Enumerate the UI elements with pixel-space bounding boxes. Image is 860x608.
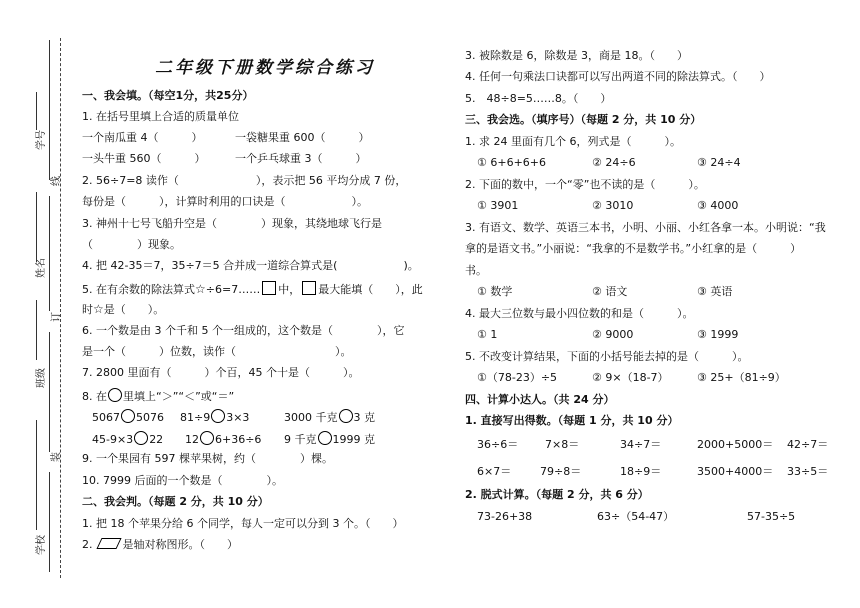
- q3-4-option-3: ③ 1999: [697, 328, 739, 341]
- label-banji: 班级: [36, 368, 47, 388]
- calc-item: 34÷7＝: [620, 438, 662, 451]
- compare-circle-icon[interactable]: [211, 409, 225, 423]
- q1-7: 7. 2800 里面有（ ）个百，45 个十是（ ）。: [82, 366, 360, 379]
- q3-2-option-3: ③ 4000: [697, 199, 739, 212]
- q1-10: 10. 7999 后面的一个数是（ ）。: [82, 474, 283, 487]
- q1-1b: 一袋糖果重 600（ ）: [235, 131, 370, 144]
- q3-1-option-3: ③ 24÷4: [697, 156, 741, 169]
- q1-1a: 一个南瓜重 4（ ）: [82, 131, 203, 144]
- label-ding: 订: [51, 312, 62, 322]
- q3-5-option-1: ①（78-23）÷5: [477, 371, 558, 384]
- compare-circle-icon[interactable]: [200, 431, 214, 445]
- compare-4: [92, 431, 163, 447]
- binding-line-2: [49, 196, 50, 311]
- step-calc-1: 73-26+38: [477, 510, 533, 523]
- blank-line-xuexiao: [36, 420, 37, 530]
- square-box-icon: [262, 281, 276, 295]
- step-calc-2: 63÷（54-47）: [597, 510, 675, 523]
- binding-line-3: [49, 332, 50, 452]
- compare-3-right: 3 克: [353, 411, 375, 424]
- q1-3-line2: （ ）现象。: [82, 238, 181, 251]
- q3-3-line1: 3. 有语文、数学、英语三本书，小明、小丽、小红各拿一本。小明说：“我: [465, 221, 826, 234]
- q3-2-option-1: ① 3901: [477, 199, 519, 212]
- section-3-heading: 三、我会选。（填序号）（每题 2 分，共 10 分）: [465, 113, 702, 126]
- q2-1: 1. 把 18 个苹果分给 6 个同学，每人一定可以分到 3 个。（ ）: [82, 517, 404, 530]
- compare-2: [180, 409, 249, 425]
- q1-6-line1: 6. 一个数是由 3 个千和 5 个一组成的，这个数是（ ），它: [82, 324, 405, 337]
- binding-line-1: [49, 40, 50, 180]
- q1-2-line2: 每份是（ ），计算时利用的口诀是（ ）。: [82, 195, 368, 208]
- q1-5-text-a: 5. 在有余数的除法算式: [82, 283, 195, 296]
- q3-5-option-3: ③ 25+（81÷9）: [697, 371, 786, 384]
- compare-3: [284, 409, 375, 425]
- compare-2-right: 3×3: [226, 411, 250, 424]
- q3-2: 2. 下面的数中，一个“零”也不读的是（ ）。: [465, 178, 705, 191]
- q1-1-text: 1. 在括号里填上合适的质量单位: [82, 110, 239, 123]
- calc-item: 3500+4000＝: [697, 465, 774, 478]
- calc-item: 7×8＝: [545, 438, 580, 451]
- q3-3-option-3: ③ 英语: [697, 285, 733, 298]
- q3-3-line2: 拿的是语文书。”小丽说：“我拿的不是数学书。”小红拿的是（ ）: [465, 242, 802, 255]
- q1-5-line1: [82, 281, 423, 297]
- q3-4-option-2: ② 9000: [592, 328, 634, 341]
- compare-1: [92, 409, 164, 425]
- q2-2-text: 是轴对称图形。（ ）: [122, 538, 238, 551]
- q3-4: 4. 最大三位数与最小四位数的和是（ ）。: [465, 307, 694, 320]
- calc-item: 2000+5000＝: [697, 438, 774, 451]
- q3-1-option-2: ② 24÷6: [592, 156, 636, 169]
- section-2-heading: 二、我会判。（每题 2 分，共 10 分）: [82, 495, 269, 508]
- q1-3-line1: 3. 神州十七号飞船升空是（ ）现象，其绕地球飞行是: [82, 217, 382, 230]
- calc-item: 18÷9＝: [620, 465, 662, 478]
- q2-2: [82, 538, 238, 552]
- q1-9: 9. 一个果园有 597 棵苹果树，约（ ）棵。: [82, 452, 333, 465]
- parallelogram-icon: [96, 538, 121, 549]
- step-calc-3: 57-35÷5: [747, 510, 796, 523]
- compare-circle-icon[interactable]: [121, 409, 135, 423]
- compare-6: [284, 431, 375, 447]
- label-xian: 线: [51, 176, 62, 186]
- calc-item: 36÷6＝: [477, 438, 519, 451]
- q1-2-line1: 2. 56÷7=8 读作（ ），表示把 56 平均分成 7 份，: [82, 174, 407, 187]
- q1-5-text-d: 最大能填（ ），此: [318, 283, 423, 296]
- blank-line-banji: [36, 300, 37, 360]
- section-4-heading: 四、计算小达人。（共 24 分）: [465, 393, 615, 406]
- q1-5-text-b: ÷6=7……: [205, 283, 261, 296]
- label-xuexiao: 学校: [36, 535, 47, 555]
- compare-4-right: 22: [149, 433, 164, 446]
- q1-5-text-e: 时: [82, 303, 93, 316]
- q1-8: [82, 388, 234, 404]
- binding-line-4: [49, 472, 50, 572]
- square-box-icon: [302, 281, 316, 295]
- q1-5-text-f: 是（ ）。: [103, 303, 165, 316]
- q1-5-line2: [82, 302, 164, 317]
- q3-1-option-1: ① 6+6+6+6: [477, 156, 547, 169]
- circle-icon: [108, 388, 122, 402]
- label-xuehao: 学号: [36, 130, 47, 150]
- q3-1: 1. 求 24 里面有几个 6，列式是（ ）。: [465, 135, 681, 148]
- star-icon: ☆: [195, 282, 206, 296]
- q2-4: 4. 任何一句乘法口诀都可以写出两道不同的除法算式。（ ）: [465, 70, 771, 83]
- q1-8-text-b: 里填上“＞”“＜”或“＝”: [123, 390, 235, 403]
- blank-line-xingming: [36, 192, 37, 262]
- q1-5-text-c: 中，: [278, 283, 301, 296]
- q1-8-text-a: 8. 在: [82, 390, 107, 403]
- compare-1-right: 5076: [136, 411, 164, 424]
- blank-line-xuehao: [36, 92, 37, 130]
- q3-2-option-2: ② 3010: [592, 199, 634, 212]
- section-1-heading: 一、我会填。（每空1分，共25分）: [82, 89, 254, 102]
- star-icon: ☆: [93, 302, 104, 316]
- q4-2-heading: 2. 脱式计算。（每题 2 分，共 6 分）: [465, 488, 649, 501]
- label-zhuang: 装: [51, 452, 62, 462]
- calc-item: 42÷7＝: [787, 438, 829, 451]
- q3-3-line3: 书。: [465, 264, 487, 277]
- q1-6-line2: 是一个（ ）位数，读作（ ）。: [82, 345, 352, 358]
- compare-6-right: 1999 克: [332, 433, 375, 446]
- q1-4: 4. 把 42-35＝7，35÷7＝5 合并成一道综合算式是( )。: [82, 259, 419, 272]
- q1-1c: 一头牛重 560（ ）: [82, 152, 206, 165]
- q2-3: 3. 被除数是 6，除数是 3，商是 18。（ ）: [465, 49, 688, 62]
- q3-3-option-1: ① 数学: [477, 285, 513, 298]
- page-title: 二年级下册数学综合练习: [155, 58, 375, 78]
- compare-2-left: 81÷9: [180, 411, 211, 424]
- q4-1-heading: 1. 直接写出得数。（每题 1 分，共 10 分）: [465, 414, 679, 427]
- compare-5-left: 12: [185, 433, 199, 446]
- binding-dashed-line: [60, 38, 61, 578]
- compare-5-right: 6+36÷6: [215, 433, 262, 446]
- q3-3-option-2: ② 语文: [592, 285, 628, 298]
- q3-5-option-2: ② 9×（18-7）: [592, 371, 669, 384]
- calc-item: 33÷5＝: [787, 465, 829, 478]
- q2-5: 5. 48÷8=5……8。（ ）: [465, 92, 612, 105]
- compare-3-left: 3000 千克: [284, 411, 338, 424]
- label-xingming: 姓名: [36, 258, 47, 278]
- compare-1-left: 5067: [92, 411, 120, 424]
- q1-1d: 一个乒乓球重 3（ ）: [235, 152, 367, 165]
- compare-circle-icon[interactable]: [134, 431, 148, 445]
- compare-4-left: 45-9×3: [92, 433, 134, 446]
- compare-6-left: 9 千克: [284, 433, 317, 446]
- compare-circle-icon[interactable]: [339, 409, 353, 423]
- q3-4-option-1: ① 1: [477, 328, 498, 341]
- q2-2-number: 2.: [82, 538, 93, 551]
- q3-5: 5. 不改变计算结果，下面的小括号能去掉的是（ ）。: [465, 350, 749, 363]
- compare-5: [185, 431, 261, 447]
- calc-item: 6×7＝: [477, 465, 512, 478]
- compare-circle-icon[interactable]: [318, 431, 332, 445]
- calc-item: 79÷8＝: [540, 465, 582, 478]
